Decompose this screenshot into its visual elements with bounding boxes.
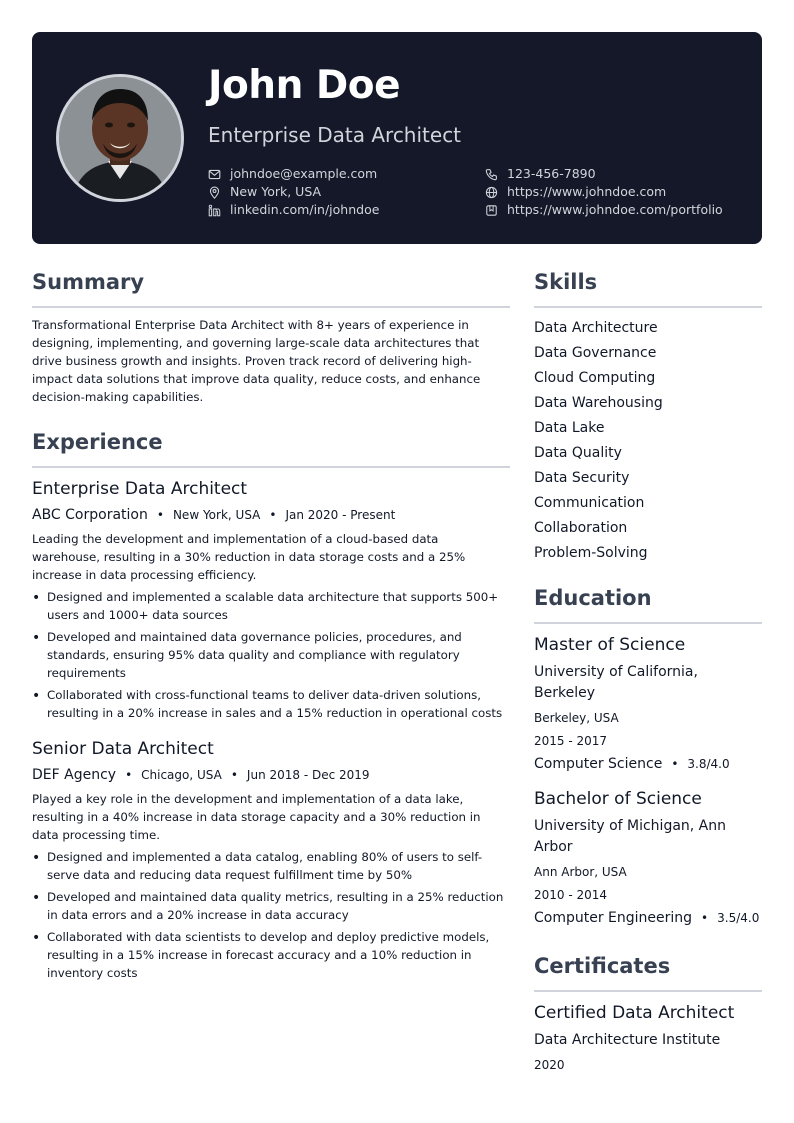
education-major: Computer Science (534, 756, 663, 772)
contact-portfolio[interactable] (485, 201, 723, 219)
job-meta (32, 506, 510, 524)
skill-item: Problem-Solving (534, 545, 648, 561)
separator-dot: • (156, 508, 164, 522)
job-title: Senior Data Architect (32, 739, 214, 759)
website-text: https://www.johndoe.com (507, 184, 667, 199)
candidate-title: Enterprise Data Architect (208, 123, 462, 147)
education-gpa: 3.5/4.0 (717, 911, 760, 925)
location-text: New York, USA (230, 184, 322, 199)
education-major: Computer Engineering (534, 910, 693, 926)
avatar (56, 74, 184, 202)
education-degree: Bachelor of Science (534, 789, 702, 809)
contact-website[interactable] (485, 183, 666, 201)
job-bullets (32, 848, 510, 982)
phone-text: 123-456-7890 (507, 166, 596, 181)
summary-text: Transformational Enterprise Data Architect with 8+ years of experience in designing, implementing, and governing large-scale data architectures that drive business growth and insights. Proven track record of delivering high-impact data solutions that improve data quality, reduce costs, and enhance decision-making capabilities. (32, 318, 481, 404)
phone-icon (485, 168, 498, 181)
education-dates: 2010 - 2014 (534, 888, 608, 902)
experience-section (32, 428, 510, 982)
job-location: New York, USA (172, 508, 261, 522)
job-bullet: • Collaborated with cross-functional teams to deliver data-driven solutions, resulting in a 20% increase in sales and a 15% reduction in operational costs (32, 686, 510, 722)
skill-item: Communication (534, 495, 645, 511)
job-entry (32, 478, 510, 722)
separator-dot: • (230, 768, 238, 782)
education-school: University of Michigan, Ann Arbor (534, 818, 727, 855)
education-degree: Master of Science (534, 635, 686, 655)
separator-dot: • (269, 508, 277, 522)
certificate-issuer: Data Architecture Institute (534, 1032, 721, 1048)
job-entry (32, 738, 510, 982)
education-location: Berkeley, USA (534, 711, 619, 725)
job-description: Leading the development and implementation of a cloud-based data warehouse, resulting in a 30% reduction in data storage costs and a 25% increase in data processing efficiency. (32, 532, 466, 582)
education-heading: Education (534, 584, 762, 624)
skills-heading: Skills (534, 268, 762, 308)
education-entry (534, 634, 762, 774)
certificate-year: 2020 (534, 1058, 565, 1072)
certificates-heading: Certificates (534, 952, 762, 992)
certificate-name: Certified Data Architect (534, 1003, 735, 1023)
certificate-entry (534, 1002, 762, 1074)
job-company: ABC Corporation (32, 507, 148, 523)
education-entry (534, 788, 762, 928)
skill-item: Collaboration (534, 520, 628, 536)
map-pin-icon (208, 186, 221, 199)
skills-list (534, 316, 762, 566)
education-section (534, 584, 762, 928)
linkedin-text: linkedin.com/in/johndoe (230, 202, 380, 217)
skill-item: Data Architecture (534, 320, 658, 336)
candidate-name: John Doe (208, 63, 401, 108)
education-field (534, 908, 762, 928)
bookmark-icon (485, 204, 498, 217)
job-location: Chicago, USA (141, 768, 222, 782)
resume-header (32, 32, 762, 244)
contact-location (208, 183, 321, 201)
contact-email[interactable] (208, 165, 377, 183)
job-bullet: • Collaborated with data scientists to develop and deploy predictive models, resulting in a 15% increase in forecast accuracy and a 10% reduction in inventory costs (32, 928, 510, 982)
skill-item: Cloud Computing (534, 370, 656, 386)
linkedin-icon (208, 204, 221, 217)
profile-photo (59, 77, 181, 199)
skill-item: Data Security (534, 470, 630, 486)
job-bullets (32, 588, 510, 722)
main-column (32, 268, 510, 986)
separator-dot: • (701, 911, 709, 925)
certificates-section (534, 952, 762, 1074)
education-dates: 2015 - 2017 (534, 734, 608, 748)
skill-item: Data Lake (534, 420, 605, 436)
job-company: DEF Agency (32, 767, 117, 783)
skills-section (534, 268, 762, 566)
summary-section (32, 268, 510, 406)
job-title: Enterprise Data Architect (32, 479, 248, 499)
job-bullet: • Developed and maintained data quality metrics, resulting in a 25% reduction in data errors and a 20% increase in data accuracy (32, 888, 510, 924)
skill-item: Data Warehousing (534, 395, 663, 411)
education-location: Ann Arbor, USA (534, 865, 627, 879)
job-bullet: • Designed and implemented a data catalog, enabling 80% of users to self-serve data and reducing data request fulfillment time by 50% (32, 848, 510, 884)
skill-item: Data Quality (534, 445, 622, 461)
education-field (534, 754, 762, 774)
globe-icon (485, 186, 498, 199)
mail-icon (208, 168, 221, 181)
contact-linkedin[interactable] (208, 201, 379, 219)
separator-dot: • (125, 768, 133, 782)
side-column (534, 268, 762, 1074)
job-dates: Jun 2018 - Dec 2019 (246, 768, 370, 782)
portfolio-text: https://www.johndoe.com/portfolio (507, 202, 723, 217)
separator-dot: • (671, 757, 679, 771)
job-dates: Jan 2020 - Present (285, 508, 396, 522)
experience-heading: Experience (32, 428, 510, 468)
job-meta (32, 766, 510, 784)
job-bullet: • Designed and implemented a scalable data architecture that supports 500+ users and 1000+ data sources (32, 588, 510, 624)
education-gpa: 3.8/4.0 (687, 757, 730, 771)
skill-item: Data Governance (534, 345, 657, 361)
summary-heading: Summary (32, 268, 510, 308)
job-description: Played a key role in the development and implementation of a data lake, resulting in a 40% increase in data storage capacity and a 30% reduction in data processing time. (32, 792, 481, 842)
contact-phone[interactable] (485, 165, 596, 183)
job-bullet: • Developed and maintained data governance policies, procedures, and standards, ensuring 95% data quality and compliance with regulatory requirements (32, 628, 510, 682)
email-text: johndoe@example.com (230, 166, 378, 181)
education-school: University of California, Berkeley (534, 664, 698, 701)
